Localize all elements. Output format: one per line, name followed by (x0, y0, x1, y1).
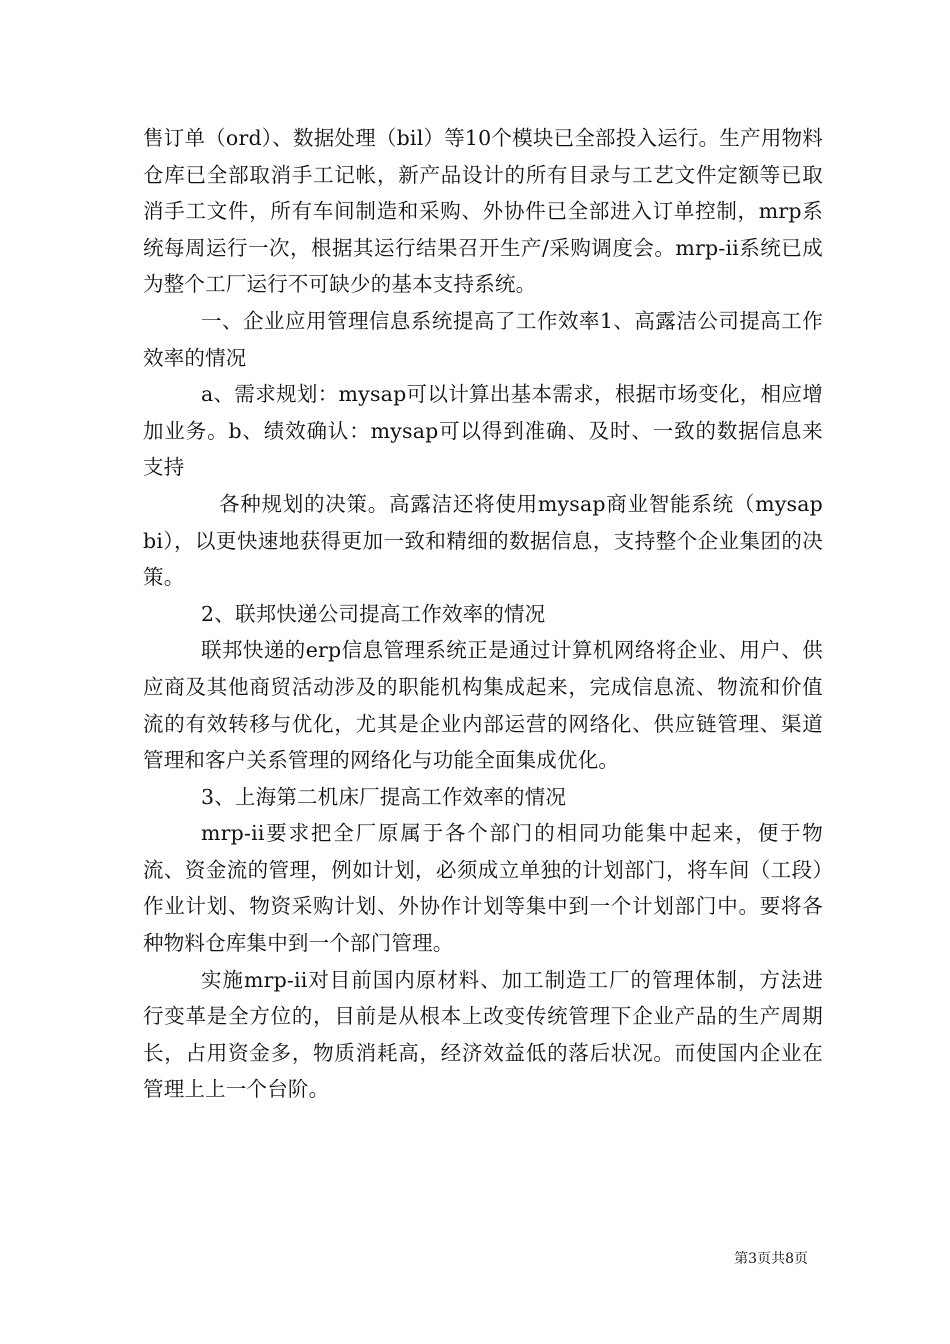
paragraph-colgate-decision: 各种规划的决策。高露洁还将使用mysap商业智能系统（mysapbi），以更快速地获得更加一致和精细的数据信息，支持整个企业集团的决策。 (143, 491, 823, 590)
page-number: 第3页共8页 (734, 1251, 808, 1267)
paragraph-shanghai-mrp: mrp-ii要求把全厂原属于各个部门的相同功能集中起来，便于物流、资金流的管理，例如计划，必须成立单独的计划部门，将车间（工段）作业计划、物资采购计划、外协作计划等集中到一个计划部门中。要将各种物料仓库集中到一个部门管理。 (143, 821, 823, 956)
paragraph-shanghai-heading: 3、上海第二机床厂提高工作效率的情况 (201, 784, 567, 809)
paragraph-module-status: 售订单（ord）、数据处理（bil）等10个模块已全部投入运行。生产用物料仓库已全部取消手工记帐，新产品设计的所有目录与工艺文件定额等已取消手工文件，所有车间制造和采购、外协件已全部进入订单控制，mrp系统每周运行一次，根据其运行结果召开生产/采购调度会。mrp-ii系统已成为整个工厂运行不可缺少的基本支持系统。 (143, 126, 823, 297)
paragraph-fedex-heading: 2、联邦快递公司提高工作效率的情况 (201, 601, 546, 626)
paragraph-implementation: 实施mrp-ii对目前国内原材料、加工制造工厂的管理体制，方法进行变革是全方位的，目前是从根本上改变传统管理下企业产品的生产周期长，占用资金多，物质消耗高，经济效益低的落后状况。而使国内企业在管理上上一个台阶。 (143, 967, 823, 1102)
document-body (143, 120, 823, 1108)
paragraph-section-heading: 一、企业应用管理信息系统提高了工作效率1、高露洁公司提高工作效率的情况 (143, 308, 823, 370)
paragraph-fedex-erp: 联邦快递的erp信息管理系统正是通过计算机网络将企业、用户、供应商及其他商贸活动涉及的职能机构集成起来，完成信息流、物流和价值流的有效转移与优化，尤其是企业内部运营的网络化、供应链管理、渠道管理和客户关系管理的网络化与功能全面集成优化。 (143, 638, 823, 773)
paragraph-colgate-planning: a、需求规划：mysap可以计算出基本需求，根据市场变化，相应增加业务。b、绩效确认：mysap可以得到准确、及时、一致的数据信息来支持 (143, 382, 823, 480)
